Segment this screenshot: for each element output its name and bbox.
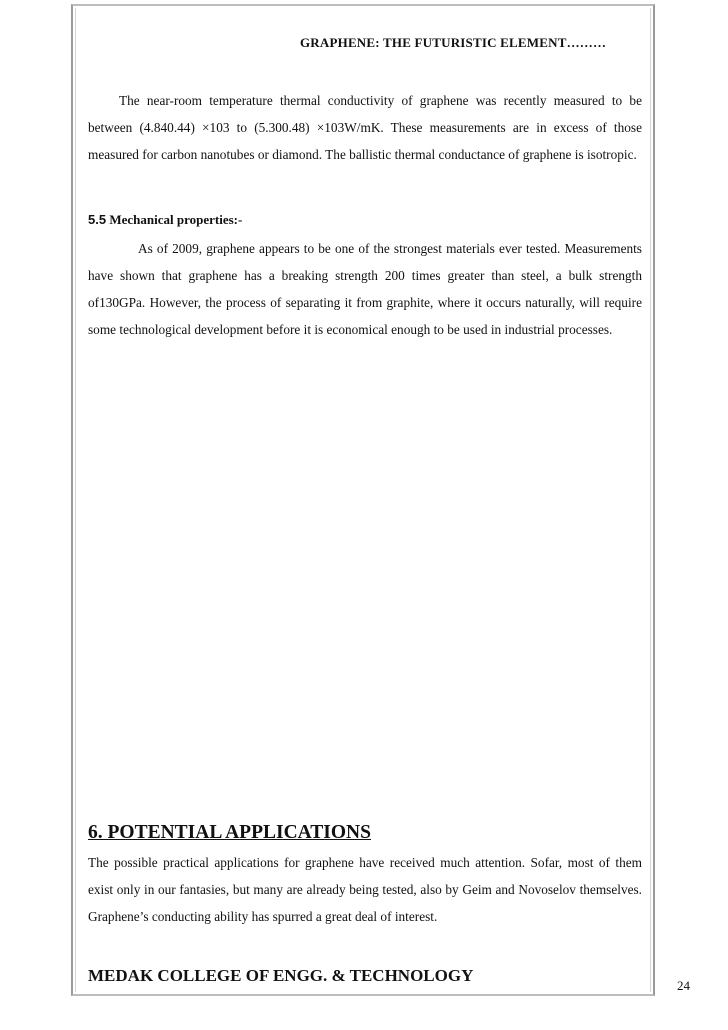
running-header: GRAPHENE: THE FUTURISTIC ELEMENT……… — [300, 35, 607, 50]
section-title: Mechanical properties:- — [109, 212, 243, 227]
section-heading-mechanical-properties — [88, 212, 242, 228]
page-number: 24 — [677, 978, 690, 993]
thermal-conductivity-paragraph: The near-room temperature thermal conductivity of graphene was recently measured to be between (4.840.44) ×103 to (5.300.48) ×103W/mK. These measurements are in excess of those measured for carbon nanotubes or diamond. The ballistic thermal conductance of graphene is isotropic. — [88, 93, 642, 162]
potential-applications-paragraph: The possible practical applications for graphene have received much attention. Sofar, most of them exist only in our fantasies, but many are already being tested, also by Geim and Novoselov themselves. Graphene’s conducting ability has spurred a great deal of interest. — [88, 855, 642, 924]
section-number: 5.5 — [88, 212, 107, 227]
mechanical-properties-paragraph: As of 2009, graphene appears to be one of the strongest materials ever tested. Measurements have shown that graphene has a breaking strength 200 times greater than steel, a bulk strength of130GPa. However, the process of separating it from graphite, where it occurs naturally, will require some technological development before it is economical enough to be used in industrial processes. — [88, 241, 642, 337]
footer-college-name: MEDAK COLLEGE OF ENGG. & TECHNOLOGY — [88, 966, 474, 985]
section-heading-potential-applications: 6. POTENTIAL APPLICATIONS — [88, 822, 371, 843]
